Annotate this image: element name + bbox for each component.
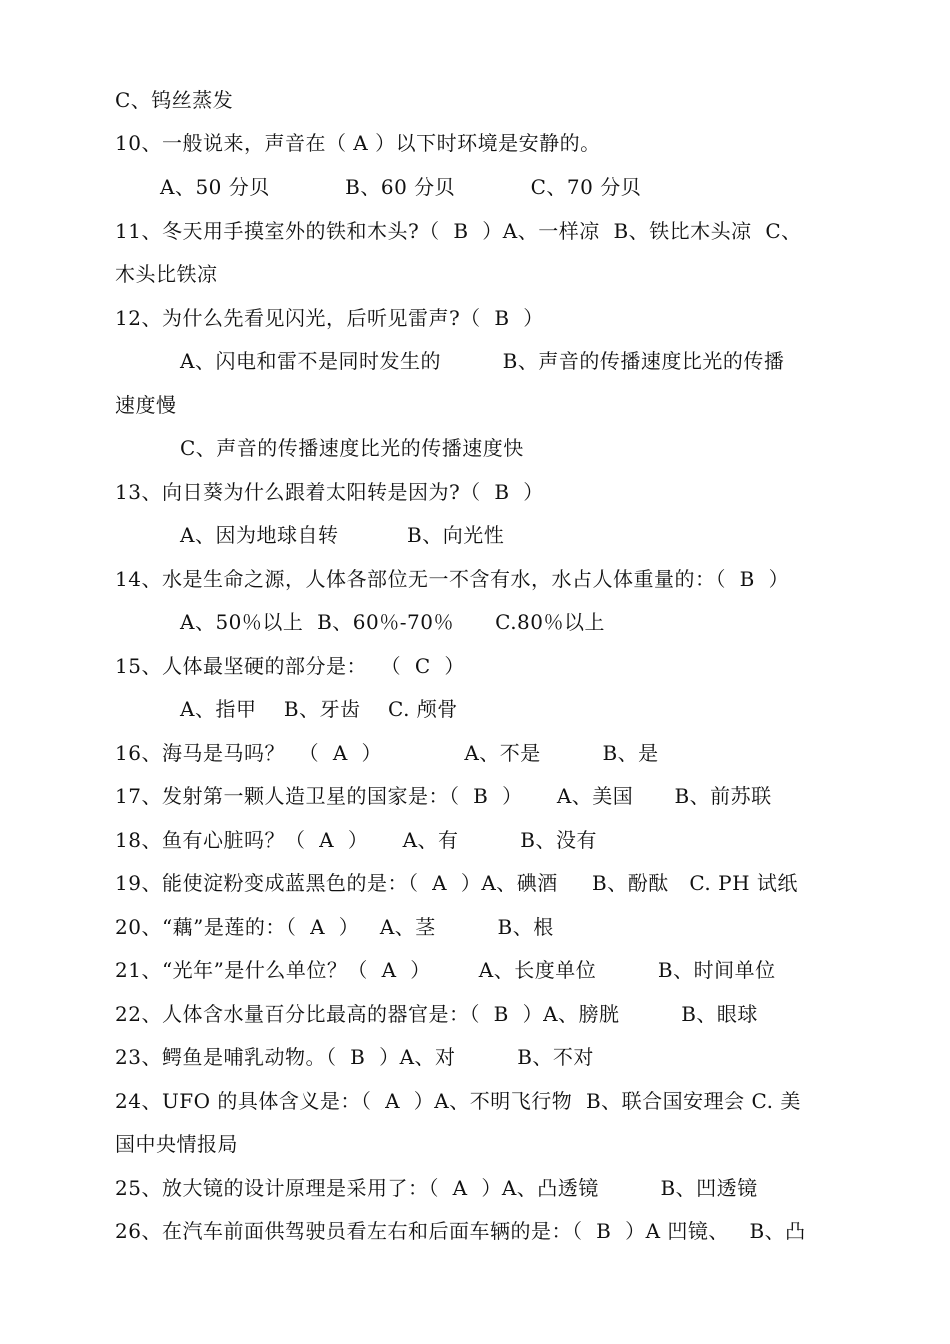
question-18: 18、鱼有心脏吗？（ A ） A、有 B、没有 (115, 828, 597, 852)
question-14-options: A、50％以上 B、60％-70％ C.80％以上 (180, 610, 606, 634)
question-17: 17、发射第一颗人造卫星的国家是：（ B ） A、美国 B、前苏联 (115, 784, 772, 808)
question-13-options: A、因为地球自转 B、向光性 (180, 523, 505, 547)
question-12-options: A、闪电和雷不是同时发生的 B、声音的传播速度比光的传播 (180, 349, 785, 373)
question-21: 21、“光年”是什么单位？（ A ） A、长度单位 B、时间单位 (115, 958, 776, 982)
question-24: 24、UFO 的具体含义是：（ A ）A、不明飞行物 B、联合国安理会 C. 美 (115, 1089, 801, 1113)
question-11-continued: 木头比铁凉 (115, 262, 218, 286)
question-19: 19、能使淀粉变成蓝黑色的是：（ A ）A、碘酒 B、酚酞 C. PH 试纸 (115, 871, 798, 895)
question-24-continued: 国中央情报局 (115, 1132, 238, 1156)
question-20: 20、“藕”是莲的：（ A ） A、茎 B、根 (115, 915, 554, 939)
question-12-options-continued: 速度慢 (115, 393, 177, 417)
question-11: 11、冬天用手摸室外的铁和木头?（ B ）A、一样凉 B、铁比木头凉 C、 (115, 219, 802, 243)
question-12: 12、为什么先看见闪光，后听见雷声?（ B ） (115, 306, 544, 330)
question-16: 16、海马是马吗？ （ A ） A、不是 B、是 (115, 741, 659, 765)
text-line: C、钨丝蒸发 (115, 88, 234, 112)
question-22: 22、人体含水量百分比最高的器官是：（ B ）A、膀胱 B、眼球 (115, 1002, 758, 1026)
question-25: 25、放大镜的设计原理是采用了：（ A ）A、凸透镜 B、凹透镜 (115, 1176, 758, 1200)
question-15-options: A、指甲 B、牙齿 C. 颅骨 (180, 697, 458, 721)
question-10-options: A、50 分贝 B、60 分贝 C、70 分贝 (160, 175, 642, 199)
question-12-option-c: C、声音的传播速度比光的传播速度快 (180, 436, 524, 460)
question-26: 26、在汽车前面供驾驶员看左右和后面车辆的是：（ B ）A 凹镜、 B、凸 (115, 1219, 806, 1243)
question-14: 14、水是生命之源，人体各部位无一不含有水，水占人体重量的：（ B ） (115, 567, 790, 591)
question-13: 13、向日葵为什么跟着太阳转是因为?（ B ） (115, 480, 544, 504)
question-23: 23、鳄鱼是哺乳动物。（ B ）A、对 B、不对 (115, 1045, 594, 1069)
question-10: 10、一般说来，声音在（ A ）以下时环境是安静的。 (115, 131, 601, 155)
question-15: 15、人体最坚硬的部分是： （ C ） (115, 654, 465, 678)
